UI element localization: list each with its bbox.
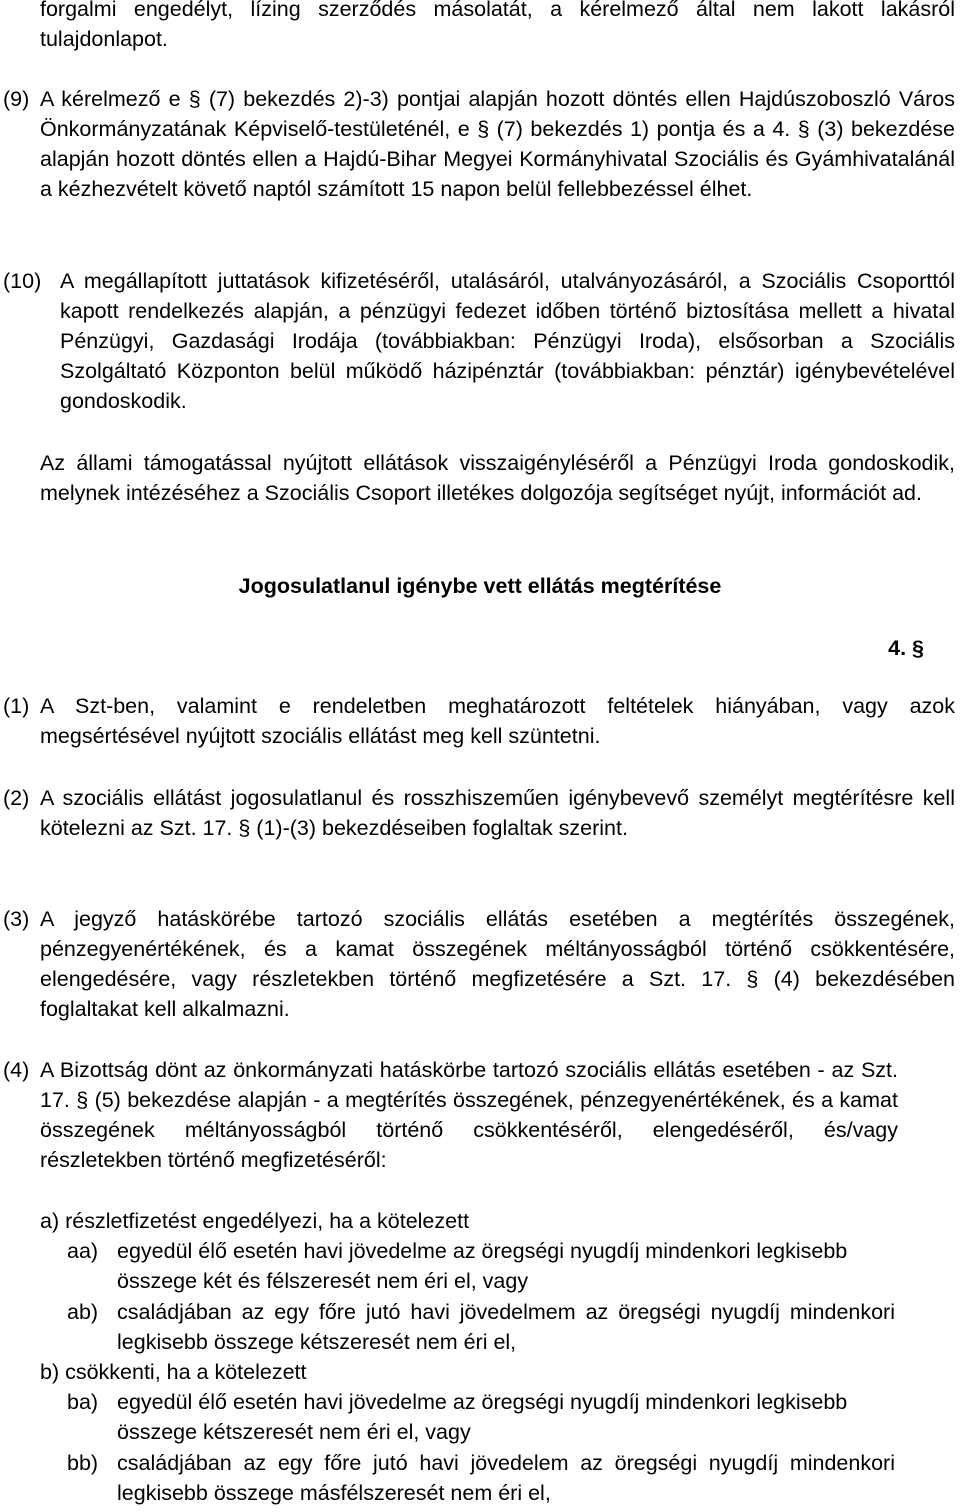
subsection-number: (1) (3, 694, 30, 718)
section-title: Jogosulatlanul igénybe vett ellátás megtérítése (238, 574, 722, 598)
subsection-text: A szociális ellátást jogosulatlanul és rosszhiszeműen igénybevevő személyt megtérítésre kell kötelezni az Szt. 17. § (1)-(3) bekezdéseiben foglaltak szerint. (40, 786, 955, 840)
list-item-a (40, 1206, 955, 1236)
list-item-text: a) részletfizetést engedélyezi, ha a kötelezett (40, 1209, 470, 1233)
subsection-3 (3, 904, 955, 1024)
subsection-text: A Szt-ben, valamint e rendeletben meghatározott feltételek hiányában, vagy azok megsértésével nyújtott szociális ellátást meg kell szüntetni. (40, 694, 955, 748)
list-item-label: bb) (67, 1451, 99, 1475)
intro-paragraph: forgalmi engedélyt, lízing szerződés másolatát, a kérelmező által nem lakott lakásról tulajdonlapot. (40, 0, 955, 51)
list-item-label: ba) (67, 1390, 99, 1414)
list-item-text: családjában az egy főre jutó havi jövedelem az öregségi nyugdíj mindenkori legkisebb összege másfélszeresét nem éri el, (117, 1451, 895, 1505)
paragraph-10-continued: Az állami támogatással nyújtott ellátások visszaigényléséről a Pénzügyi Iroda gondoskodik, melynek intézéséhez a Szociális Csoport illetékes dolgozója segítséget nyújt, információt ad. (40, 451, 955, 505)
list-item-ab (67, 1297, 895, 1357)
subsection-1 (3, 691, 955, 751)
paragraph-10 (3, 266, 955, 416)
list-item-aa (67, 1236, 895, 1296)
subsection-4 (3, 1055, 898, 1175)
list-item-bb (67, 1448, 895, 1508)
subsection-number: (3) (3, 907, 30, 931)
section-number: 4. § (888, 636, 924, 660)
list-item-ba (67, 1387, 895, 1447)
subsection-number: (4) (3, 1058, 30, 1082)
list-item-label: aa) (67, 1239, 99, 1263)
paragraph-number: (9) (3, 87, 30, 111)
list-item-text: b) csökkenti, ha a kötelezett (40, 1360, 307, 1384)
subsection-text: A jegyző hatáskörébe tartozó szociális ellátás esetében a megtérítés összegének, pénzegyenértékének, és a kamat összegének méltányosságból történő csökkentésére, elengedésére, vagy részletekben történő megfizetésére a Szt. 17. § (4) bekezdésében foglaltakat kell alkalmazni. (40, 907, 955, 1021)
paragraph-text: A megállapított juttatások kifizetéséről, utalásáról, utalványozásáról, a Szociális Csoporttól kapott rendelkezés alapján, a pénzügyi fedezet időben történő biztosítása mellett a hivatal Pénzügyi, Gazdasági Irodája (továbbiakban: Pénzügyi Iroda), elsősorban a Szociális Szolgáltató Központon belül működő házipénztár (továbbiakban: pénztár) igénybevételével gondoskodik. (60, 269, 955, 413)
list-item-text: egyedül élő esetén havi jövedelme az öregségi nyugdíj mindenkori legkisebb összege kétszeresét nem éri el, vagy (117, 1390, 848, 1444)
paragraph-9 (3, 84, 955, 204)
paragraph-text: A kérelmező e § (7) bekezdés 2)-3) pontjai alapján hozott döntés ellen Hajdúszoboszló Város Önkormányzatának Képviselő-testületénél, e § (7) bekezdés 1) pontja és a 4. § (3) bekezdése alapján hozott döntés ellen a Hajdú-Bihar Megyei Kormányhivatal Szociális és Gyámhivatalánál a kézhezvételt követő naptól számított 15 napon belül fellebbezéssel élhet. (40, 87, 955, 201)
list-item-b (40, 1357, 955, 1387)
list-item-label: ab) (67, 1300, 99, 1324)
paragraph-number: (10) (3, 269, 42, 293)
subsection-text: A Bizottság dönt az önkormányzati hatáskörbe tartozó szociális ellátás esetében - az Szt. 17. § (5) bekezdése alapján - a megtérítés összegének, pénzegyenértékének, és a kamat összegének méltányosságból történő csökkentéséről, elengedéséről, és/vagy részletekben történő megfizetéséről: (40, 1058, 898, 1172)
list-item-text: egyedül élő esetén havi jövedelme az öregségi nyugdíj mindenkori legkisebb összege két és félszeresét nem éri el, vagy (117, 1239, 848, 1293)
subsection-2 (3, 783, 955, 843)
subsection-number: (2) (3, 786, 30, 810)
list-item-text: családjában az egy főre jutó havi jövedelmem az öregségi nyugdíj mindenkori legkisebb összege kétszeresét nem éri el, (117, 1300, 895, 1354)
